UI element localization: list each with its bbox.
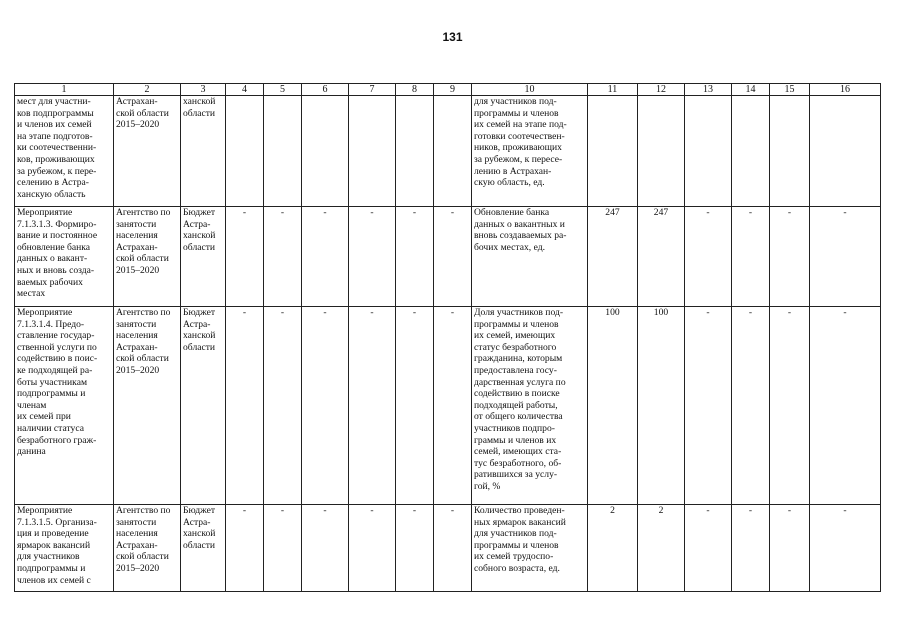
table-cell: - [732, 505, 770, 592]
table-cell [732, 96, 770, 207]
table-cell: - [396, 505, 434, 592]
table-cell [810, 96, 881, 207]
indicator-cell: Доля участников под- программы и членов их семей, имеющих статус безработного гражданина, которым предоставлена госу- дарственная услуга по содействию в поиске подходящей работы, от общего количества участников подпро- граммы и членов их семей, имеющих ста- тус безработного, об- ратившихся за услу- гой, % [472, 307, 588, 505]
table-cell: - [434, 207, 472, 307]
activity-name-cell: Мероприятие 7.1.3.1.3. Формиро- вание и постоянное обновление банка данных о вакант- ных и вновь созда- ваемых рабочих местах [15, 207, 114, 307]
indicator-cell: для участников под- программы и членов их семей на этапе под- готовки соотечествен- ников, проживающих за рубежом, к пересе- лению в Астрахан- скую область, ед. [472, 96, 588, 207]
table-cell: - [302, 505, 349, 592]
table-cell [226, 96, 264, 207]
table-cell: - [302, 207, 349, 307]
table-cell: - [810, 307, 881, 505]
table-cell: - [685, 307, 732, 505]
table-cell: - [349, 307, 396, 505]
table-cell: - [264, 307, 302, 505]
table-cell: - [396, 207, 434, 307]
header-cell: 16 [810, 84, 881, 96]
table-cell: - [396, 307, 434, 505]
table-cell [434, 96, 472, 207]
table-cell: - [302, 307, 349, 505]
executor-cell: Агентство по занятости населения Астрахан- ской области 2015–2020 [114, 207, 181, 307]
header-cell: 12 [638, 84, 685, 96]
table-row [15, 505, 881, 592]
header-cell: 11 [588, 84, 638, 96]
executor-cell: Агентство по занятости населения Астрахан- ской области 2015–2020 [114, 307, 181, 505]
table-cell: - [770, 505, 810, 592]
table-cell: - [349, 207, 396, 307]
header-row [15, 84, 881, 96]
table-row [15, 96, 881, 207]
table-cell [638, 96, 685, 207]
table-cell: 100 [638, 307, 685, 505]
header-cell: 5 [264, 84, 302, 96]
table-cell: 2 [638, 505, 685, 592]
funding-source-cell: Бюджет Астра- ханской области [181, 307, 226, 505]
table-cell: 100 [588, 307, 638, 505]
table-cell [396, 96, 434, 207]
header-cell: 1 [15, 84, 114, 96]
activity-name-cell: Мероприятие 7.1.3.1.4. Предо- ставление государ- ственной услуги по содействию в поис- ке подходящей ра- боты участникам подпрограммы и членам их семей при наличии статуса безработного граж- данина [15, 307, 114, 505]
header-cell: 9 [434, 84, 472, 96]
table-cell: - [732, 307, 770, 505]
header-cell: 13 [685, 84, 732, 96]
header-cell: 8 [396, 84, 434, 96]
table-cell: - [810, 207, 881, 307]
header-cell: 14 [732, 84, 770, 96]
table-cell: - [349, 505, 396, 592]
table-cell: - [226, 207, 264, 307]
funding-source-cell: Бюджет Астра- ханской области [181, 505, 226, 592]
indicator-cell: Количество проведен- ных ярмарок вакансий для участников под- программы и членов их семей трудоспо- собного возраста, ед. [472, 505, 588, 592]
table-cell: - [434, 307, 472, 505]
header-cell: 15 [770, 84, 810, 96]
table-cell [770, 96, 810, 207]
table-cell: - [770, 207, 810, 307]
page-number: 131 [442, 30, 463, 44]
header-cell: 7 [349, 84, 396, 96]
executor-cell: Агентство по занятости населения Астрахан- ской области 2015–2020 [114, 505, 181, 592]
table-cell [302, 96, 349, 207]
table-cell: - [685, 207, 732, 307]
program-table [14, 83, 881, 592]
header-cell: 6 [302, 84, 349, 96]
table-cell: - [732, 207, 770, 307]
indicator-cell: Обновление банка данных о вакантных и вновь создаваемых ра- бочих местах, ед. [472, 207, 588, 307]
executor-cell: Астрахан- ской области 2015–2020 [114, 96, 181, 207]
table-cell: - [810, 505, 881, 592]
table-cell [349, 96, 396, 207]
table-cell: 247 [638, 207, 685, 307]
header-cell: 4 [226, 84, 264, 96]
table-cell: - [264, 207, 302, 307]
activity-name-cell: Мероприятие 7.1.3.1.5. Организа- ция и проведение ярмарок вакансий для участников подпрограммы и членов их семей с [15, 505, 114, 592]
table-cell: - [264, 505, 302, 592]
funding-source-cell: ханской области [181, 96, 226, 207]
table-cell: - [685, 505, 732, 592]
table-cell: - [226, 505, 264, 592]
table-cell: 247 [588, 207, 638, 307]
header-cell: 2 [114, 84, 181, 96]
activity-name-cell: мест для участни- ков подпрограммы и членов их семей на этапе подготов- ки соотечественни- ков, проживающих за рубежом, к пере- селению в Астра- ханскую область [15, 96, 114, 207]
table-row [15, 307, 881, 505]
funding-source-cell: Бюджет Астра- ханской области [181, 207, 226, 307]
table-cell [685, 96, 732, 207]
table-cell: - [770, 307, 810, 505]
table-cell: - [226, 307, 264, 505]
header-cell: 3 [181, 84, 226, 96]
table-cell [264, 96, 302, 207]
table-cell: - [434, 505, 472, 592]
header-cell: 10 [472, 84, 588, 96]
table-cell: 2 [588, 505, 638, 592]
table-cell [588, 96, 638, 207]
table-row [15, 207, 881, 307]
